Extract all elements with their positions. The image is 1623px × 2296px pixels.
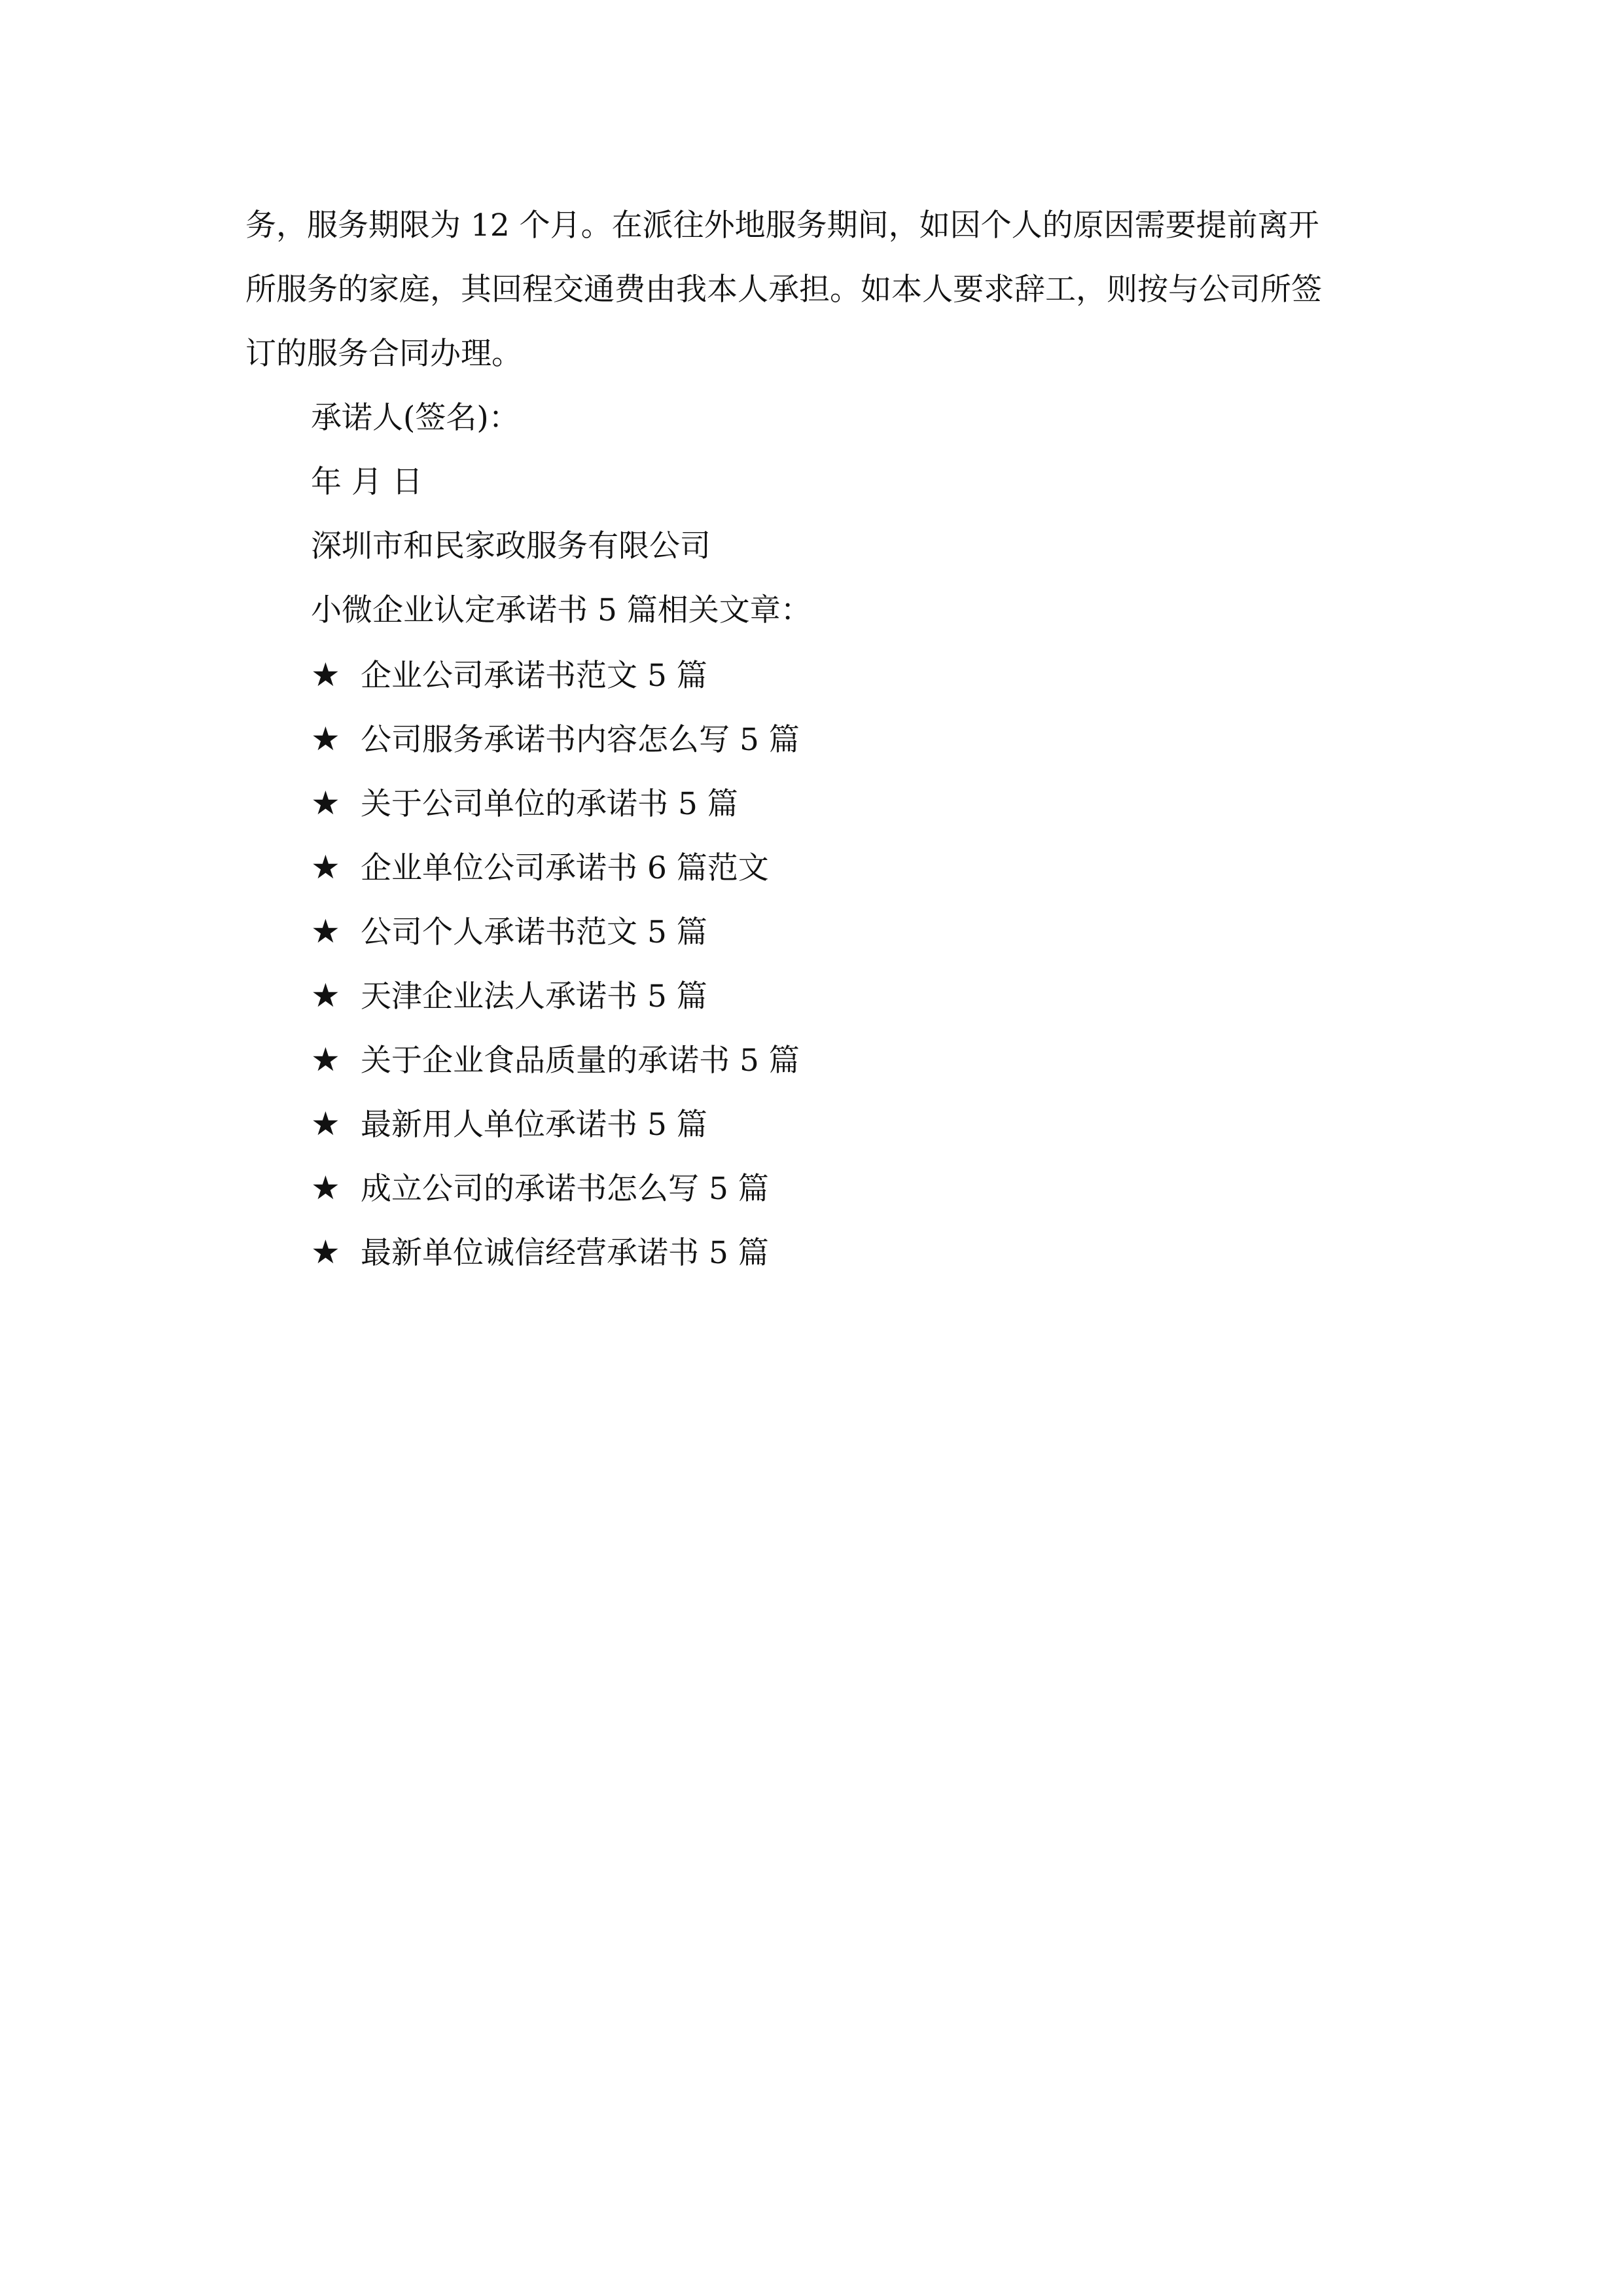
related-article-item[interactable] [245, 643, 1378, 707]
star-icon: ★ [311, 720, 340, 758]
signature-label: 承诺人(签名)： [311, 400, 520, 436]
related-article-item[interactable] [245, 963, 1378, 1028]
star-icon: ★ [311, 784, 340, 822]
related-article-item[interactable] [245, 1220, 1378, 1284]
related-article-link[interactable]: 公司服务承诺书内容怎么写 5 篇 [361, 722, 800, 758]
star-icon: ★ [311, 1233, 340, 1271]
star-icon: ★ [311, 912, 340, 950]
related-article-link[interactable]: 企业公司承诺书范文 5 篇 [361, 658, 707, 694]
related-article-item[interactable] [245, 771, 1378, 835]
star-icon: ★ [311, 1105, 340, 1143]
paragraph-line: 所服务的家庭，其回程交通费由我本人承担。如本人要求辞工，则按与公司所签 [245, 272, 1322, 308]
star-icon: ★ [311, 977, 340, 1014]
related-article-item[interactable] [245, 899, 1378, 963]
related-article-link[interactable]: 天津企业法人承诺书 5 篇 [361, 978, 707, 1014]
related-article-item[interactable] [245, 835, 1378, 899]
related-article-link[interactable]: 公司个人承诺书范文 5 篇 [361, 914, 707, 950]
company-name: 深圳市和民家政服务有限公司 [311, 528, 711, 564]
related-article-item[interactable] [245, 707, 1378, 771]
related-article-link[interactable]: 关于企业食品质量的承诺书 5 篇 [361, 1043, 800, 1079]
paragraph-line: 订的服务合同办理。 [245, 336, 522, 372]
star-icon: ★ [311, 848, 340, 886]
date-line: 年 月 日 [311, 464, 423, 500]
related-article-link[interactable]: 最新单位诚信经营承诺书 5 篇 [361, 1235, 769, 1271]
related-article-link[interactable]: 关于公司单位的承诺书 5 篇 [361, 786, 738, 822]
document-body [245, 194, 1378, 1284]
paragraph-line: 务，服务期限为 12 个月。在派往外地服务期间，如因个人的原因需要提前离开 [245, 207, 1319, 243]
related-articles-list [245, 643, 1378, 1284]
related-article-link[interactable]: 成立公司的承诺书怎么写 5 篇 [361, 1171, 769, 1207]
related-article-item[interactable] [245, 1028, 1378, 1092]
related-article-item[interactable] [245, 1156, 1378, 1220]
related-article-link[interactable]: 最新用人单位承诺书 5 篇 [361, 1107, 707, 1143]
star-icon: ★ [311, 1041, 340, 1079]
related-article-item[interactable] [245, 1092, 1378, 1156]
related-articles-heading: 小微企业认定承诺书 5 篇相关文章： [311, 592, 812, 628]
related-article-link[interactable]: 企业单位公司承诺书 6 篇范文 [361, 850, 769, 886]
star-icon: ★ [311, 1169, 340, 1207]
star-icon: ★ [311, 656, 340, 694]
